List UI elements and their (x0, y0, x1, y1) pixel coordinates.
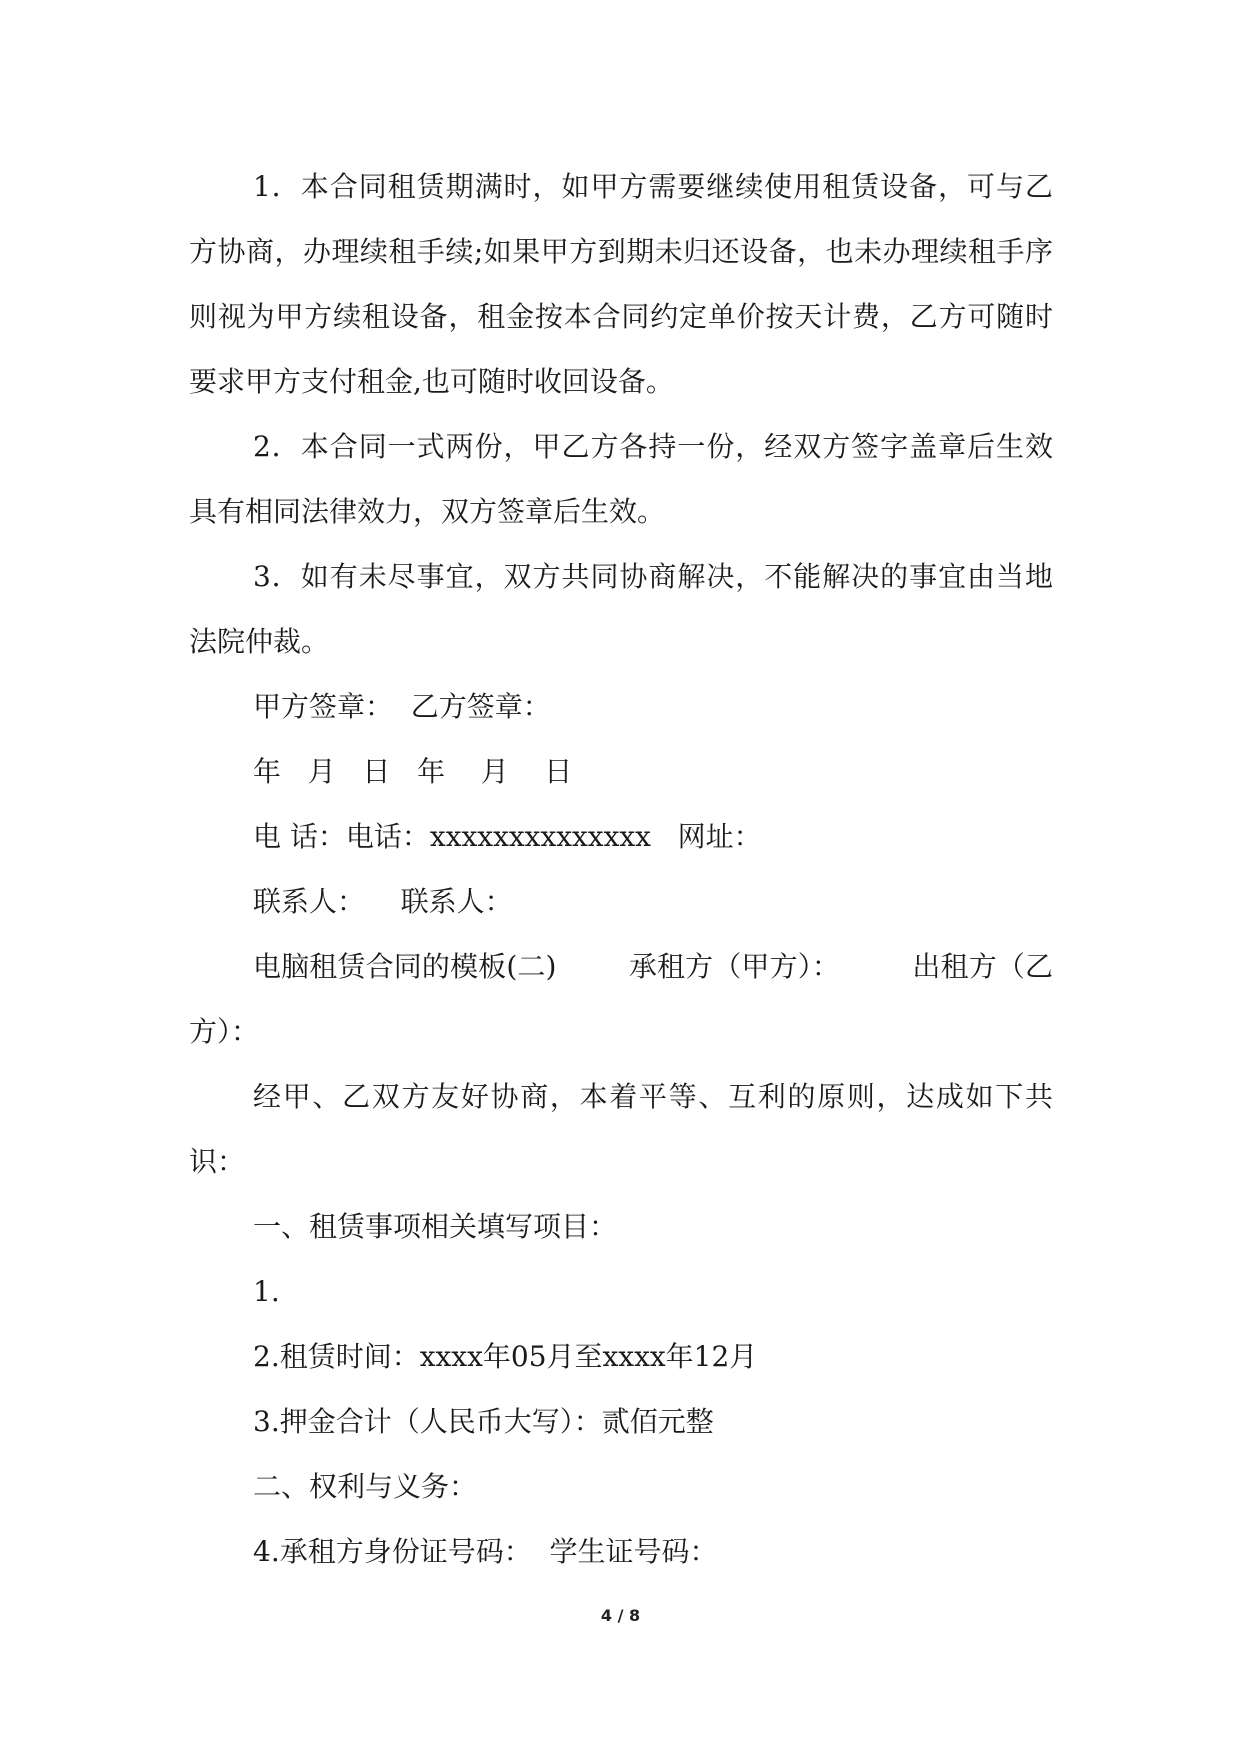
agreement-intro: 经甲、乙双方友好协商，本着平等、互利的原则，达成如下共识： (189, 1080, 1053, 1178)
contact-line: 联系人： 联系人： (253, 885, 513, 918)
item-one: 1. (253, 1275, 280, 1308)
section-two-heading: 二、权利与义务： (253, 1470, 478, 1503)
signature-line: 甲方签章： 乙方签章： (253, 690, 551, 723)
section-one-heading: 一、租赁事项相关填写项目： (253, 1210, 618, 1243)
phone-line: 电 话：电话：xxxxxxxxxxxxxx 网址： (253, 820, 762, 853)
template-two-heading: 电脑租赁合同的模板(二) 承租方（甲方）： 出租方（乙方）： (189, 950, 1053, 1048)
item-lease-period: 2.租赁时间：xxxx年05月至xxxx年12月 (253, 1340, 758, 1373)
page-number: 4 / 8 (600, 1606, 641, 1625)
item-deposit: 3.押金合计（人民币大写）：贰佰元整 (253, 1405, 714, 1438)
clause-disputes: 3．如有未尽事宜，双方共同协商解决，不能解决的事宜由当地法院仲裁。 (189, 560, 1053, 658)
document-body (189, 154, 1053, 1584)
clause-renewal: 1．本合同租赁期满时，如甲方需要继续使用租赁设备，可与乙方协商，办理续租手续;如果甲方到期未归还设备，也未办理续租手序则视为甲方续租设备，租金按本合同约定单价按天计费，乙方可随时要求甲方支付租金,也可随时收回设备。 (189, 170, 1053, 398)
item-id-numbers: 4.承租方身份证号码： 学生证号码： (253, 1535, 718, 1568)
date-line: 年 月 日 年 月 日 (253, 755, 573, 788)
clause-copies: 2．本合同一式两份，甲乙方各持一份，经双方签字盖章后生效具有相同法律效力，双方签章后生效。 (189, 430, 1053, 528)
